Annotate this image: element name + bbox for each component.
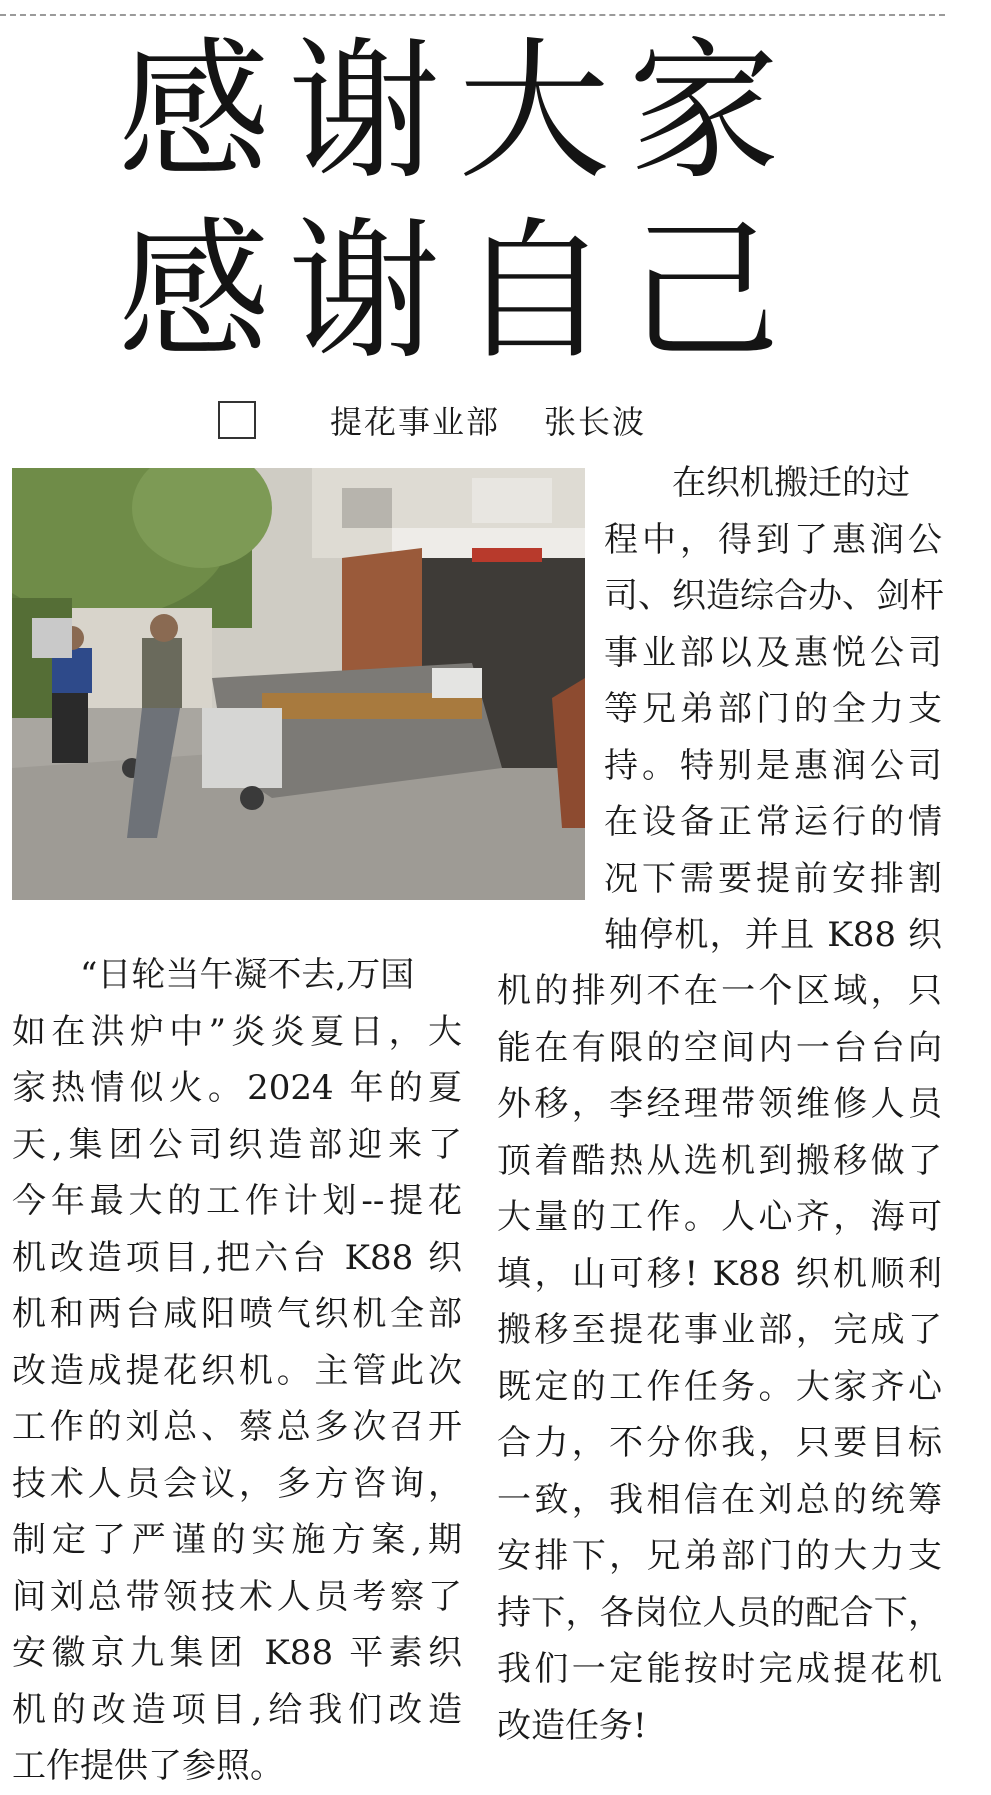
photo-illustration (12, 468, 585, 900)
paragraph-line: 填，山可移! K88 织机顺利 (497, 1253, 942, 1294)
paragraph-line: 机的排列不在一个区域，只 (497, 971, 942, 1011)
paragraph-line: 轴停机，并且 K88 织 (604, 915, 942, 955)
paragraph-line: 持下，各岗位人员的配合下， (497, 1592, 942, 1633)
paragraph-line: 合力，不分你我，只要目标 (497, 1423, 942, 1463)
headline-line-1: 感谢大家 (118, 23, 798, 200)
headline-line-2: 感谢自己 (118, 203, 798, 380)
paragraph-line: 大量的工作。人心齐，海可 (497, 1197, 942, 1237)
byline (218, 397, 646, 443)
paragraph-line: 持。特别是惠润公司 (604, 745, 942, 786)
byline-author: 张长波 (544, 403, 647, 441)
paragraph-line: 工作的刘总、蔡总多次召开 (12, 1407, 462, 1447)
paragraph-line: 一致，我相信在刘总的统筹 (497, 1479, 942, 1520)
paragraph-line: 改造成提花织机。主管此次 (12, 1350, 462, 1391)
right-column-bottom (497, 963, 942, 1754)
right-column-top (604, 455, 942, 964)
paragraph-line: 今年最大的工作计划--提花 (12, 1181, 462, 1221)
paragraph-line: 搬移至提花事业部，完成了 (497, 1310, 942, 1350)
paragraph-line: 既定的工作任务。大家齐心 (497, 1366, 942, 1407)
paragraph-line: “日轮当午凝不去,万国 (80, 955, 415, 995)
paragraph-line: 间刘总带领技术人员考察了 (12, 1576, 462, 1617)
paragraph-line: 改造任务! (497, 1705, 647, 1746)
paragraph-line: 外移，李经理带领维修人员 (497, 1084, 942, 1124)
red-sign (472, 548, 542, 562)
paragraph-line: 工作提供了参照。 (12, 1746, 284, 1786)
paragraph-line: 机的改造项目,给我们改造 (12, 1689, 462, 1730)
headline (118, 22, 818, 382)
byline-department: 提花事业部 (330, 403, 501, 441)
paragraph-line: 在织机搬迁的过 (672, 463, 910, 503)
paragraph-line: 机改造项目,把六台 K88 织 (12, 1237, 462, 1278)
paragraph-line: 程中，得到了惠润公 (604, 519, 942, 560)
paragraph-line: 在设备正常运行的情 (604, 802, 942, 842)
paragraph-line: 况下需要提前安排割 (604, 858, 942, 899)
paragraph-line: 家热情似火。2024 年的夏 (12, 1068, 462, 1108)
paragraph-line: 司、织造综合办、剑杆 (604, 576, 944, 616)
paragraph-line: 我们一定能按时完成提花机 (497, 1649, 942, 1689)
article-photo (12, 468, 585, 900)
paragraph-line: 机和两台咸阳喷气织机全部 (12, 1294, 462, 1334)
paragraph-line: 顶着酷热从选机到搬移做了 (497, 1140, 942, 1181)
paragraph-line: 技术人员会议，多方咨询， (12, 1463, 462, 1504)
paragraph-line: 安排下，兄弟部门的大力支 (497, 1536, 942, 1576)
paragraph-line: 制定了严谨的实施方案,期 (12, 1520, 462, 1560)
paragraph-line: 安徽京九集团 K88 平素织 (12, 1633, 462, 1673)
square-box-icon (218, 401, 256, 439)
left-column (12, 947, 462, 1795)
paragraph-line: 事业部以及惠悦公司 (604, 632, 942, 673)
paragraph-line: 天,集团公司织造部迎来了 (12, 1124, 462, 1165)
paragraph-line: 如在洪炉中”炎炎夏日，大 (12, 1011, 462, 1052)
top-dashed-rule (0, 14, 945, 16)
paragraph-line: 能在有限的空间内一台台向 (497, 1027, 942, 1068)
paragraph-line: 等兄弟部门的全力支 (604, 689, 942, 729)
